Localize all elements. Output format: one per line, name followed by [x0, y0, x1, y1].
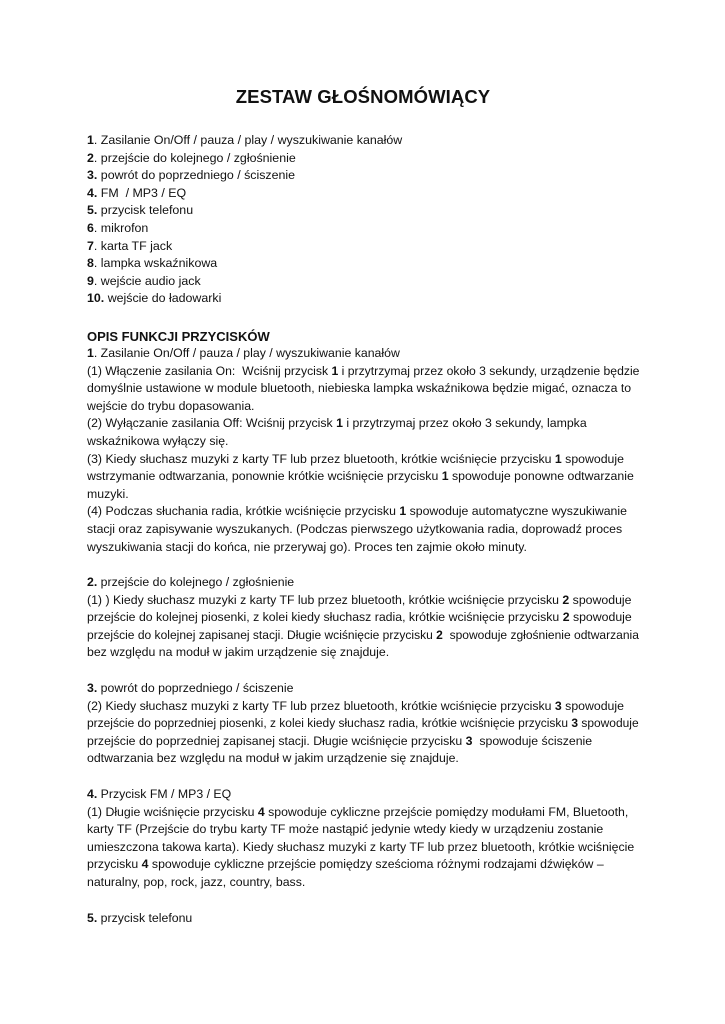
parts-list-item	[87, 167, 639, 185]
paragraph-line: karty TF (Przejście do trybu karty TF może nastąpić jedynie wtedy kiedy w urządzeniu zostanie	[87, 822, 604, 837]
paragraph-line: odtwarzania bez względu na moduł w jakim urządzenie się znajduje.	[87, 751, 459, 766]
paragraph-line: (2) Kiedy słuchasz muzyki z karty TF lub przez bluetooth, krótkie wciśnięcie przycisku 3 spowoduje	[87, 698, 624, 713]
paragraph-line: stacji oraz zapisywanie wyszukanych. (Podczas pierwszego użytkowania radia, doprowadź proces	[87, 521, 623, 536]
item-number: 6	[87, 220, 94, 235]
item-number: 10.	[87, 291, 105, 306]
item-label: wejście do ładowarki	[107, 291, 222, 306]
section-2	[87, 574, 639, 662]
parts-list-item: 1. Zasilanie On/Off / pauza / play / wyszukiwanie kanałów	[87, 133, 403, 147]
paragraph-line: naturalny, pop, rock, jazz, country, bass.	[87, 874, 306, 889]
item-number: 2	[87, 150, 94, 165]
parts-list-item: 6. mikrofon	[87, 220, 149, 235]
item-number: 8	[87, 256, 94, 271]
section-title: 1. Zasilanie On/Off / pauza / play / wyszukiwanie kanałów	[87, 346, 400, 360]
item-label: powrót do poprzedniego / ściszenie	[100, 168, 296, 183]
paragraph-line: (1) ) Kiedy słuchasz muzyki z karty TF lub przez bluetooth, krótkie wciśnięcie przycisku 2 spowoduje	[87, 592, 632, 607]
parts-list-item: 8. lampka wskaźnikowa	[87, 256, 218, 271]
item-label: lampka wskaźnikowa	[100, 256, 218, 271]
parts-list-item: 7. karta TF jack	[87, 238, 173, 253]
item-number: 5.	[87, 203, 98, 218]
item-number: 3.	[87, 168, 98, 183]
section-1	[87, 345, 639, 556]
section-title: 3. powrót do poprzedniego / ściszenie	[87, 681, 294, 695]
functions-heading: OPIS FUNKCJI PRZYCISKÓW	[87, 329, 270, 344]
paragraph-line: (3) Kiedy słuchasz muzyki z karty TF lub przez bluetooth, krótkie wciśnięcie przycisku 1 spowoduje	[87, 451, 624, 466]
paragraph-line: domyślnie ustawione w module bluetooth, niebieska lampka wskaźnikowa będzie migać, oznacza to	[87, 381, 632, 396]
document-title: ZESTAW GŁOŚNOMÓWIĄCY	[235, 86, 491, 107]
section-3	[87, 680, 639, 768]
paragraph-line: wejście do trybu dopasowania.	[87, 398, 255, 413]
paragraph-line: wstrzymanie odtwarzania, ponownie krótkie wciśnięcie przycisku 1 spowoduje ponowne odtwarzanie	[87, 469, 634, 484]
paragraph-line: (1) Długie wciśnięcie przycisku 4 spowoduje cykliczne przejście pomiędzy modułami FM, Bluetooth,	[87, 804, 629, 819]
paragraph-line: muzyki.	[87, 486, 129, 501]
paragraph-line: przejście do kolejnej zapisanej stacji. Długie wciśnięcie przycisku 2 spowoduje zgłośnienie odtwarzania	[87, 627, 639, 642]
item-label: przejście do kolejnego / zgłośnienie	[100, 150, 296, 165]
item-number: 7	[87, 238, 94, 253]
parts-list-item	[87, 290, 639, 308]
paragraph-line: przejście do poprzedniej piosenki, z kolei kiedy słuchasz radia, krótkie wciśnięcie przycisku 3 spowoduje	[87, 716, 639, 731]
section-5	[87, 910, 639, 928]
item-label: Zasilanie On/Off / pauza / play / wyszukiwanie kanałów	[100, 133, 403, 147]
section-4	[87, 786, 639, 892]
item-label: wejście audio jack	[100, 273, 201, 288]
item-label: przycisk telefonu	[100, 203, 194, 218]
item-label: mikrofon	[100, 220, 149, 235]
section-title: 4. Przycisk FM / MP3 / EQ	[87, 787, 232, 801]
item-label: FM / MP3 / EQ	[100, 185, 187, 200]
section-title: 5. przycisk telefonu	[87, 911, 193, 925]
parts-list-item: 2. przejście do kolejnego / zgłośnienie	[87, 150, 296, 165]
parts-list-item	[87, 185, 639, 203]
item-number: 4.	[87, 185, 98, 200]
paragraph-line: przejście do kolejnej piosenki, z kolei kiedy słuchasz radia, krótkie wciśnięcie przycisku 2 spowoduje	[87, 610, 632, 625]
parts-list	[87, 132, 639, 308]
paragraph-line: umieszczona takowa karta). Kiedy słuchasz muzyki z karty TF lub przez bluetooth, krótkie wciśnięcie	[87, 839, 635, 854]
paragraph-line: przycisku 4 spowoduje cykliczne przejście pomiędzy sześcioma różnymi rodzajami dźwięków –	[87, 857, 604, 872]
section-title: 2. przejście do kolejnego / zgłośnienie	[87, 575, 295, 589]
paragraph-line: (2) Wyłączanie zasilania Off: Wciśnij przycisk 1 i przytrzymaj przez około 3 sekundy, lampka	[87, 416, 587, 431]
paragraph-line: wskaźnikowa wyłączy się.	[87, 433, 229, 448]
parts-list-item	[87, 202, 639, 220]
paragraph-line: bez względu na moduł w jakim urządzenie się znajduje.	[87, 645, 390, 660]
paragraph-line: (1) Włączenie zasilania On: Wciśnij przycisk 1 i przytrzymaj przez około 3 sekundy, urządzenie będzie	[87, 363, 640, 378]
item-label: karta TF jack	[100, 238, 173, 253]
paragraph-line: (4) Podczas słuchania radia, krótkie wciśnięcie przycisku 1 spowoduje automatyczne wyszukiwanie	[87, 504, 627, 519]
item-number: 1	[87, 133, 94, 147]
paragraph-line: przejście do poprzedniej zapisanej stacji. Długie wciśnięcie przycisku 3 spowoduje ściszenie	[87, 733, 593, 748]
parts-list-item: 9. wejście audio jack	[87, 273, 201, 288]
item-number: 9	[87, 273, 94, 288]
paragraph-line: wyszukiwania stacji do końca, nie przerywaj go). Proces ten zajmie około minuty.	[87, 539, 527, 554]
